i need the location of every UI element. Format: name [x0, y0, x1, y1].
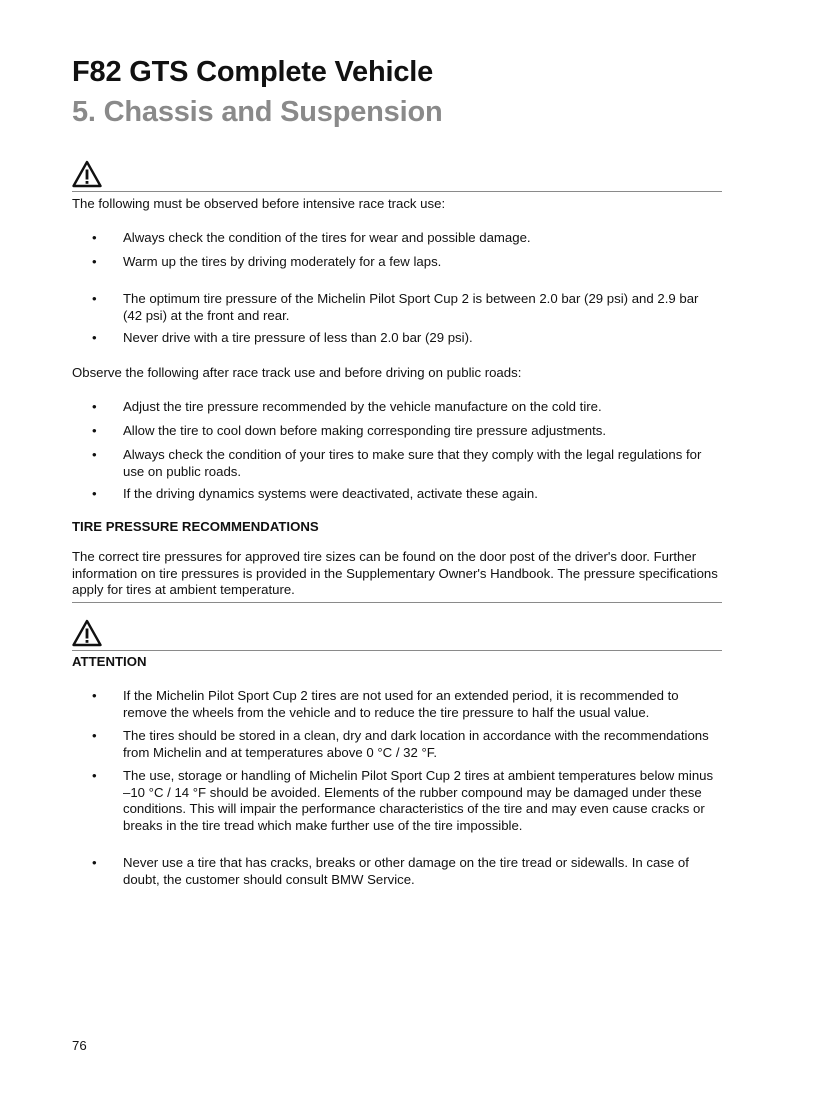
bullet-dot: •: [92, 291, 97, 306]
list-item-text: Never drive with a tire pressure of less than 2.0 bar (29 psi).: [123, 330, 473, 345]
bullet-dot: •: [92, 423, 97, 438]
divider: [72, 191, 722, 192]
list-item-text: Warm up the tires by driving moderately for a few laps.: [123, 254, 442, 269]
bullet-dot: •: [92, 768, 97, 783]
attention-heading: ATTENTION: [72, 654, 147, 669]
list-item-text: Always check the condition of your tires to make sure that they comply with the legal regulations for use on public roads.: [123, 447, 702, 479]
bullet-dot: •: [92, 728, 97, 743]
bullet-dot: •: [92, 855, 97, 870]
divider: [72, 602, 722, 603]
bullet-dot: •: [92, 330, 97, 345]
list-item-text: Adjust the tire pressure recommended by the vehicle manufacture on the cold tire.: [123, 399, 602, 414]
list-item-text: Never use a tire that has cracks, breaks or other damage on the tire tread or sidewalls. In case of doubt, the customer should consult BMW Service.: [123, 855, 689, 887]
list-item-text: If the driving dynamics systems were deactivated, activate these again.: [123, 486, 538, 501]
page-title: F82 GTS Complete Vehicle: [72, 56, 434, 88]
list-item-text: Always check the condition of the tires for wear and possible damage.: [123, 230, 531, 245]
bullet-dot: •: [92, 254, 97, 269]
tire-pressure-heading: TIRE PRESSURE RECOMMENDATIONS: [72, 519, 319, 534]
list-item-text: Allow the tire to cool down before making corresponding tire pressure adjustments.: [123, 423, 607, 438]
bullet-dot: •: [92, 447, 97, 462]
page-number: 76: [72, 1038, 87, 1053]
section-title: 5. Chassis and Suspension: [72, 96, 443, 128]
bullet-dot: •: [92, 399, 97, 414]
divider: [72, 650, 722, 651]
intro-text: The following must be observed before intensive race track use:: [72, 196, 446, 211]
bullet-dot: •: [92, 688, 97, 703]
list-item-text: If the Michelin Pilot Sport Cup 2 tires are not used for an extended period, it is recommended to remove the wheels from the vehicle and to reduce the tire pressure to half the usual value.: [123, 688, 679, 720]
list-item-text: The tires should be stored in a clean, dry and dark location in accordance with the recommendations from Michelin and at temperatures above 0 °C / 32 °F.: [123, 728, 709, 760]
tire-pressure-text: The correct tire pressures for approved tire sizes can be found on the door post of the driver's door. Further information on tire pressures is provided in the Supplementary Owner's Handbook. The pressure specifications apply for tires at ambient temperature.: [72, 549, 718, 597]
warning-triangle-icon: [72, 160, 102, 188]
bullet-dot: •: [92, 486, 97, 501]
list-item-text: The use, storage or handling of Michelin Pilot Sport Cup 2 tires at ambient temperatures below minus –10 °C / 14 °F should be avoided. Elements of the rubber compound may be damaged under these conditions. This will impair the performance characteristics of the tire and may even cause cracks or breaks in the tire tread which make further use of the tire impossible.: [123, 768, 714, 833]
warning-triangle-icon: [72, 619, 102, 647]
bullet-dot: •: [92, 230, 97, 245]
list-item-text: The optimum tire pressure of the Michelin Pilot Sport Cup 2 is between 2.0 bar (29 psi) and 2.9 bar (42 psi) at the front and rear.: [123, 291, 699, 323]
observe-text: Observe the following after race track use and before driving on public roads:: [72, 365, 522, 380]
